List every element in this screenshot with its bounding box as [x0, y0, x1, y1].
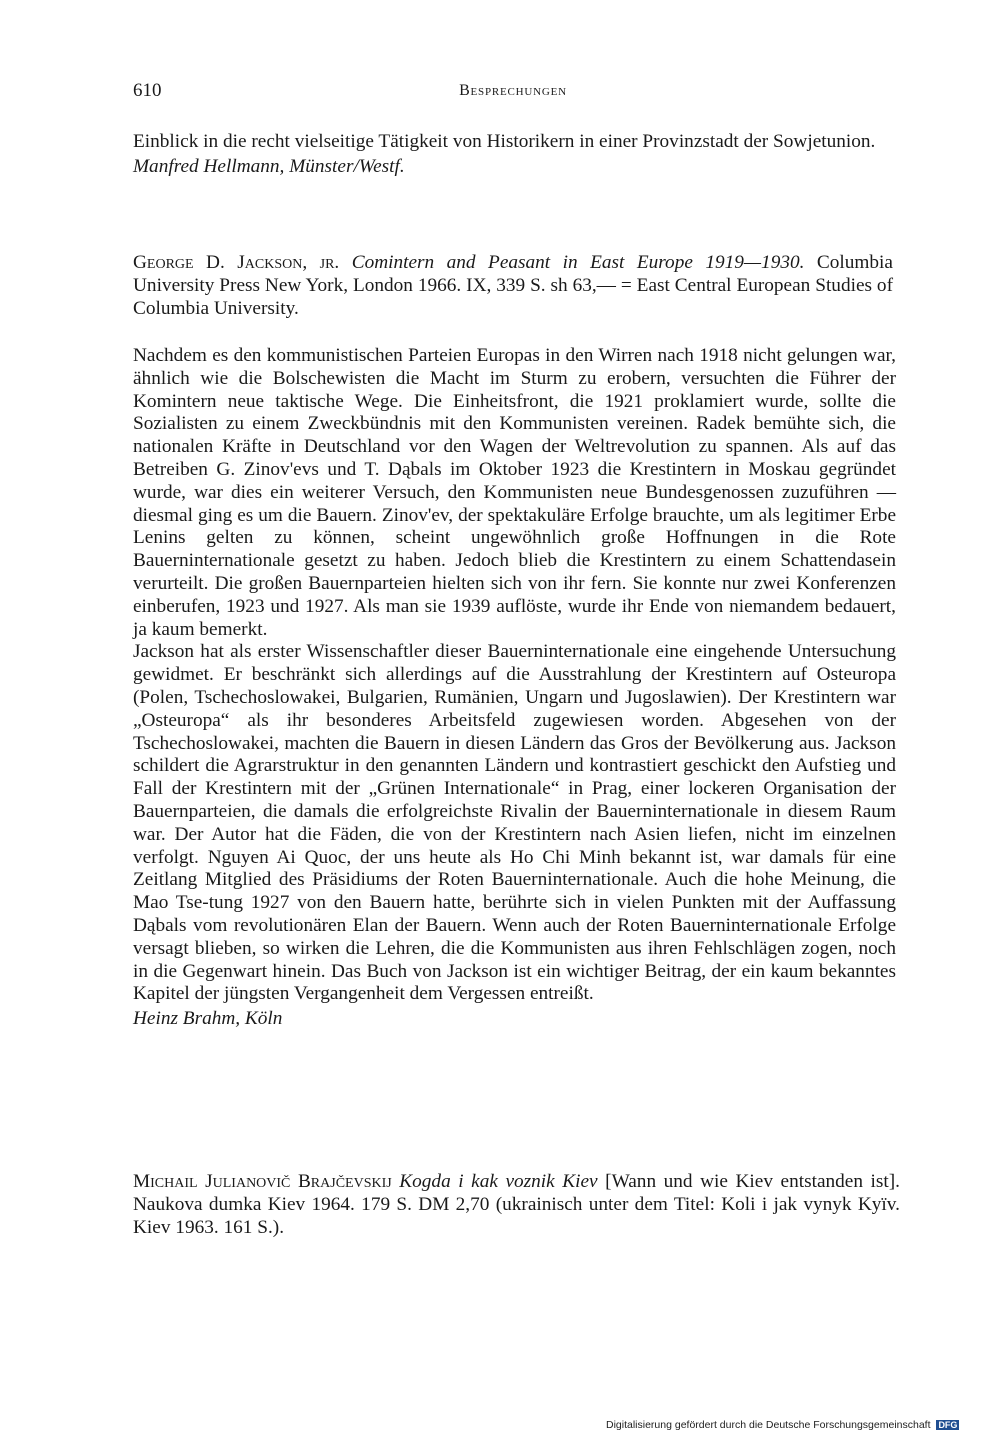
review2-heading: [133, 1171, 900, 1239]
review2-title: Kogda i kak voznik Kiev: [399, 1171, 598, 1192]
intro-signature: Manfred Hellmann, Münster/Westf.: [133, 155, 405, 177]
review1-paragraph-1: Nachdem es den kommunistischen Parteien Europas in den Wirren nach 1918 nicht gelungen war, ähnlich wie die Bolschewisten die Macht im Sturm zu erobern, versuchten die Führer der Komintern neue taktische Wege. Die Einheitsfront, die 1921 proklamiert wurde, sollte die Sozialisten zu einem Zweckbündnis mit den Kommunisten vereinen. Radek bemühte sich, die nationalen Kräfte in Deutschland vor den Wagen der Weltrevolution zu spannen. Als auf das Betreiben G. Zinov'evs und T. Dąbals im Oktober 1923 die Krestintern in Moskau gegründet wurde, war dies ein weiterer Versuch, den Kommunisten neue Bundesgenossen zuzuführen — diesmal ging es um die Bauern. Zinov'ev, der spektakuläre Erfolge brauchte, um als legitimer Erbe Lenins gelten zu können, scheint ungewöhnlich große Hoffnungen in die Rote Bauerninternationale gesetzt zu haben. Jedoch blieb die Krestintern zu einem Schattendasein verurteilt. Die großen Bauernparteien hielten sich von ihr fern. Sie konnte nur zwei Konferenzen einberufen, 1923 und 1927. Als man sie 1939 auflöste, wurde ihr Ende von niemandem bedauert, ja kaum bemerkt.: [133, 345, 896, 640]
review1-body: [133, 345, 896, 1031]
review1-paragraph-2: Jackson hat als erster Wissenschaftler dieser Bauerninternationale eine eingehende Untersuchung gewidmet. Er beschränkt sich allerdings auf die Ausstrahlung der Krestintern auf Osteuropa (Polen, Tschechoslowakei, Bulgarien, Rumänien, Ungarn und Jugoslawien). Der Krestintern war „Osteuropa“ als ihr besonderes Arbeitsfeld zugewiesen worden. Abgesehen von der Tschechoslowakei, machten die Bauern in diesen Ländern das Gros der Bevölkerung aus. Jackson schildert die Agrarstruktur in den genannten Ländern und kontrastiert geschickt den Aufstieg und Fall der Krestintern mit der „Grünen Internationale“ in Prag, einer lockeren Organisation der Bauernparteien, die damals die erfolgreichste Rivalin der Bauerninternationale in diesem Raum war. Der Autor hat die Fäden, die von der Krestintern nach Asien liefen, nicht im einzelnen verfolgt. Nguyen Ai Quoc, der uns heute als Ho Chi Minh bekannt ist, war damals für eine Zeitlang Mitglied des Präsidiums der Roten Bauerninternationale. Auch die hohe Meinung, die Mao Tse-tung 1927 von den Bauern hatte, berührte sich in vielen Punkten mit der Auffassung Dąbals vom revolutionären Elan der Bauern. Wenn auch der Roten Bauerninternationale Erfolge versagt blieben, so wirken die Lehren, die die Kommunisten aus ihren Fehlschlägen zogen, noch in die Gegenwart hinein. Das Buch von Jackson ist ein wichtiger Beitrag, der ein kaum bekanntes Kapitel der jüngsten Vergangenheit dem Vergessen entreißt.: [133, 641, 896, 1005]
review2-biblio: [Wann und wie Kiev entstanden ist]. Naukova dumka Kiev 1964. 179 S. DM 2,70 (ukrainisch unter dem Titel: Koli i jak vynyk Kyïv. Kiev 1963. 161 S.).: [133, 1171, 900, 1238]
page-number: 610: [133, 80, 162, 101]
review2-author: Michail Julianovič Brajčevskij: [133, 1171, 392, 1192]
intro-text: Einblick in die recht vielseitige Tätigkeit von Historikern in einer Provinzstadt der Sowjetunion.: [133, 131, 876, 152]
footer-text: Digitalisierung gefördert durch die Deutsche Forschungsgemeinschaft: [606, 1419, 931, 1431]
intro-block: [133, 131, 893, 179]
review1-signature: Heinz Brahm, Köln: [133, 1008, 283, 1030]
running-head: Besprechungen: [459, 82, 567, 99]
dfg-logo: DFG: [938, 1420, 958, 1430]
review1-author: George D. Jackson, jr.: [133, 252, 340, 273]
digitization-footer: [606, 1419, 959, 1431]
review1-biblio: Columbia University Press New York, London 1966. IX, 339 S. sh 63,— = East Central European Studies of Columbia University.: [133, 252, 893, 319]
page-header: [133, 80, 893, 104]
review1-heading: [133, 252, 893, 320]
review1-title: Comintern and Peasant in East Europe 1919—1930.: [351, 252, 805, 273]
